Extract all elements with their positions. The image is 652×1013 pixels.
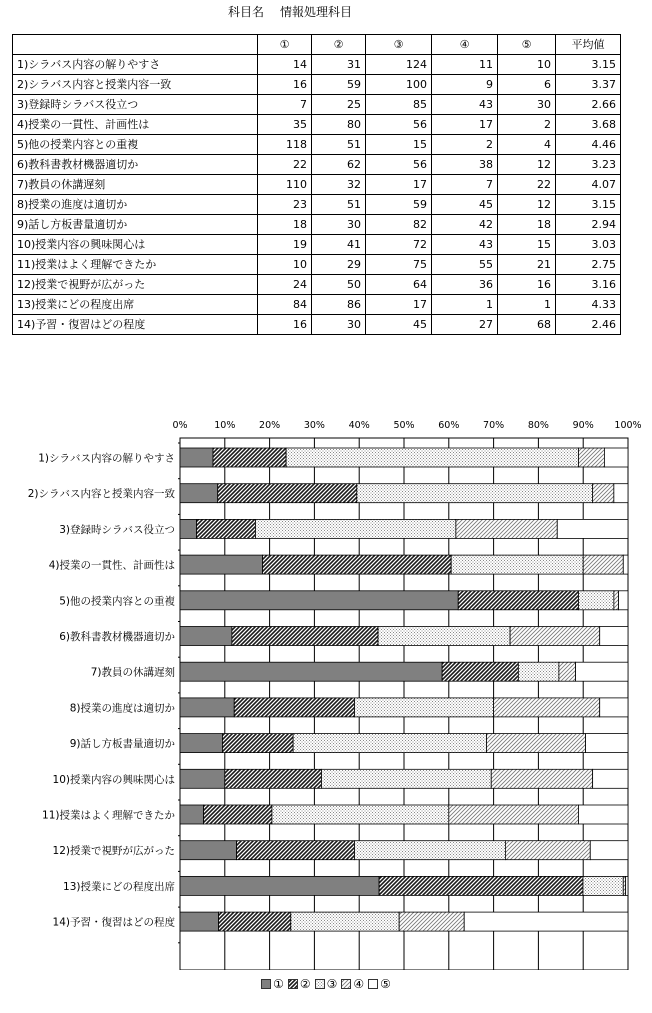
table-cell: 16 bbox=[498, 275, 556, 295]
table-cell: 19 bbox=[258, 235, 312, 255]
table-header-row bbox=[13, 35, 621, 55]
bar-segment-1 bbox=[180, 448, 213, 467]
bar-segment-4 bbox=[399, 912, 464, 931]
x-tick-label: 100% bbox=[614, 420, 642, 431]
legend-swatch bbox=[315, 979, 325, 989]
table-cell: 59 bbox=[312, 75, 366, 95]
table-header-cell bbox=[13, 35, 258, 55]
table-cell: 2.94 bbox=[556, 215, 621, 235]
stacked-bar-chart bbox=[0, 410, 652, 970]
category-label: 4)授業の一貫性、計画性は bbox=[48, 559, 175, 572]
category-label: 13)授業にどの程度出席 bbox=[63, 880, 175, 893]
legend-swatch bbox=[261, 979, 271, 989]
table-cell: 18 bbox=[258, 215, 312, 235]
bar-segment-1 bbox=[180, 484, 218, 503]
table-row bbox=[13, 275, 621, 295]
table-cell: 15 bbox=[498, 235, 556, 255]
table-cell: 6 bbox=[498, 75, 556, 95]
table-cell: 17 bbox=[366, 175, 432, 195]
bar-segment-4 bbox=[487, 734, 586, 753]
table-cell: 2.46 bbox=[556, 315, 621, 335]
table-cell: 56 bbox=[366, 115, 432, 135]
bar-segment-2 bbox=[442, 662, 518, 681]
table-cell: 12 bbox=[498, 155, 556, 175]
table-cell: 14 bbox=[258, 55, 312, 75]
table-cell: 80 bbox=[312, 115, 366, 135]
table-cell: 15 bbox=[366, 135, 432, 155]
table-cell: 4 bbox=[498, 135, 556, 155]
table-row bbox=[13, 215, 621, 235]
table-cell: 36 bbox=[432, 275, 498, 295]
bar-segment-1 bbox=[180, 519, 197, 538]
x-tick-label: 0% bbox=[172, 420, 188, 431]
bar-segment-2 bbox=[197, 519, 256, 538]
bar-segment-2 bbox=[379, 876, 583, 895]
table-row bbox=[13, 315, 621, 335]
table-cell: 75 bbox=[366, 255, 432, 275]
row-label-cell: 5)他の授業内容との重複 bbox=[13, 135, 258, 155]
table-row bbox=[13, 255, 621, 275]
table-cell: 43 bbox=[432, 95, 498, 115]
bar-segment-5 bbox=[604, 448, 628, 467]
bar-segment-4 bbox=[505, 841, 590, 860]
category-label: 3)登録時シラバス役立つ bbox=[59, 523, 175, 536]
bar-segment-1 bbox=[180, 627, 232, 646]
bar-segment-3 bbox=[518, 662, 559, 681]
table-cell: 30 bbox=[312, 215, 366, 235]
table-cell: 43 bbox=[432, 235, 498, 255]
row-label-cell: 10)授業内容の興味関心は bbox=[13, 235, 258, 255]
bar-segment-1 bbox=[180, 841, 237, 860]
table-cell: 55 bbox=[432, 255, 498, 275]
table-cell: 10 bbox=[258, 255, 312, 275]
table-cell: 2.75 bbox=[556, 255, 621, 275]
table-cell: 35 bbox=[258, 115, 312, 135]
table-cell: 3.16 bbox=[556, 275, 621, 295]
legend-item bbox=[368, 977, 391, 991]
category-label: 9)話し方板書量適切か bbox=[69, 738, 175, 751]
subject-label: 科目名 bbox=[228, 5, 265, 19]
table-cell: 41 bbox=[312, 235, 366, 255]
x-tick-label: 90% bbox=[572, 420, 594, 431]
table-cell: 4.46 bbox=[556, 135, 621, 155]
bar-segment-4 bbox=[614, 591, 619, 610]
table-cell: 42 bbox=[432, 215, 498, 235]
table-cell: 84 bbox=[258, 295, 312, 315]
legend-item bbox=[261, 977, 284, 991]
table-cell: 3.15 bbox=[556, 195, 621, 215]
table-row bbox=[13, 235, 621, 255]
bar-segment-4 bbox=[510, 627, 600, 646]
bar-segment-3 bbox=[286, 448, 578, 467]
bar-segment-3 bbox=[354, 698, 493, 717]
x-tick-label: 10% bbox=[214, 420, 236, 431]
table-cell: 72 bbox=[366, 235, 432, 255]
table-row bbox=[13, 155, 621, 175]
bar-segment-1 bbox=[180, 555, 263, 574]
bar-segment-2 bbox=[222, 734, 293, 753]
x-tick-label: 20% bbox=[259, 420, 281, 431]
table-cell: 38 bbox=[432, 155, 498, 175]
row-label-cell: 8)授業の進度は適切か bbox=[13, 195, 258, 215]
bar-segment-4 bbox=[578, 448, 604, 467]
table-cell: 56 bbox=[366, 155, 432, 175]
bar-segment-4 bbox=[593, 484, 614, 503]
bar-segment-5 bbox=[600, 627, 628, 646]
bar-segment-1 bbox=[180, 805, 204, 824]
bar-segment-5 bbox=[590, 841, 628, 860]
bar-segment-4 bbox=[456, 519, 557, 538]
table-cell: 25 bbox=[312, 95, 366, 115]
table-cell: 16 bbox=[258, 315, 312, 335]
legend-label: ④ bbox=[353, 977, 365, 991]
row-label-cell: 7)教員の休講遅刻 bbox=[13, 175, 258, 195]
table-cell: 64 bbox=[366, 275, 432, 295]
table-cell: 68 bbox=[498, 315, 556, 335]
row-label-cell: 11)授業はよく理解できたか bbox=[13, 255, 258, 275]
bar-segment-3 bbox=[291, 912, 399, 931]
table-row bbox=[13, 175, 621, 195]
table-header-cell: 平均値 bbox=[556, 35, 621, 55]
legend-label: ⑤ bbox=[380, 977, 391, 991]
bar-segment-2 bbox=[218, 484, 357, 503]
bar-segment-2 bbox=[458, 591, 578, 610]
table-header-cell: ① bbox=[258, 35, 312, 55]
chart-category-labels bbox=[28, 452, 176, 929]
x-tick-label: 40% bbox=[348, 420, 370, 431]
bar-segment-1 bbox=[180, 591, 458, 610]
table-cell: 7 bbox=[258, 95, 312, 115]
table-cell: 3.03 bbox=[556, 235, 621, 255]
row-label-cell: 2)シラバス内容と授業内容一致 bbox=[13, 75, 258, 95]
table-body bbox=[13, 55, 621, 335]
category-label: 12)授業で視野が広がった bbox=[52, 845, 175, 858]
bar-segment-3 bbox=[293, 734, 486, 753]
table-header-cell: ③ bbox=[366, 35, 432, 55]
table-cell: 21 bbox=[498, 255, 556, 275]
table-row bbox=[13, 195, 621, 215]
bar-segment-2 bbox=[237, 841, 355, 860]
table-cell: 30 bbox=[312, 315, 366, 335]
bar-segment-1 bbox=[180, 769, 225, 788]
bar-segment-5 bbox=[578, 805, 628, 824]
table-cell: 4.07 bbox=[556, 175, 621, 195]
row-label-cell: 3)登録時シラバス役立つ bbox=[13, 95, 258, 115]
table-cell: 118 bbox=[258, 135, 312, 155]
table-cell: 50 bbox=[312, 275, 366, 295]
table-cell: 3.37 bbox=[556, 75, 621, 95]
table-cell: 1 bbox=[432, 295, 498, 315]
bar-segment-3 bbox=[255, 519, 455, 538]
table-cell: 45 bbox=[432, 195, 498, 215]
row-label-cell: 1)シラバス内容の解りやすさ bbox=[13, 55, 258, 75]
x-tick-label: 50% bbox=[393, 420, 415, 431]
category-label: 6)教科書教材機器適切か bbox=[59, 631, 175, 643]
table-cell: 3.15 bbox=[556, 55, 621, 75]
table-cell: 51 bbox=[312, 195, 366, 215]
table-cell: 10 bbox=[498, 55, 556, 75]
x-tick-label: 60% bbox=[438, 420, 460, 431]
x-tick-label: 80% bbox=[527, 420, 549, 431]
bar-segment-5 bbox=[557, 519, 628, 538]
category-label: 5)他の授業内容との重複 bbox=[59, 595, 175, 608]
table-header-cell: ④ bbox=[432, 35, 498, 55]
x-tick-label: 70% bbox=[483, 420, 505, 431]
table-cell: 45 bbox=[366, 315, 432, 335]
table-header-cell: ② bbox=[312, 35, 366, 55]
bar-segment-2 bbox=[204, 805, 272, 824]
bar-segment-4 bbox=[559, 662, 576, 681]
table-row bbox=[13, 55, 621, 75]
table-row bbox=[13, 295, 621, 315]
bar-segment-2 bbox=[219, 912, 291, 931]
table-cell: 86 bbox=[312, 295, 366, 315]
row-label-cell: 6)教科書教材機器適切か bbox=[13, 155, 258, 175]
chart-x-ticks bbox=[172, 420, 641, 431]
table-cell: 23 bbox=[258, 195, 312, 215]
bar-segment-5 bbox=[586, 734, 628, 753]
row-label-cell: 13)授業にどの程度出席 bbox=[13, 295, 258, 315]
bar-segment-2 bbox=[263, 555, 452, 574]
bar-segment-5 bbox=[593, 769, 628, 788]
legend-swatch bbox=[288, 979, 298, 989]
chart-legend bbox=[0, 977, 652, 991]
legend-swatch bbox=[368, 979, 378, 989]
legend-item bbox=[341, 977, 364, 991]
bar-segment-3 bbox=[378, 627, 510, 646]
table-cell: 59 bbox=[366, 195, 432, 215]
bar-segment-1 bbox=[180, 912, 219, 931]
table-cell: 7 bbox=[432, 175, 498, 195]
bar-segment-5 bbox=[623, 555, 628, 574]
table-cell: 16 bbox=[258, 75, 312, 95]
row-label-cell: 12)授業で視野が広がった bbox=[13, 275, 258, 295]
bar-segment-3 bbox=[357, 484, 593, 503]
bar-segment-5 bbox=[600, 698, 628, 717]
category-label: 7)教員の休講遅刻 bbox=[90, 666, 175, 679]
table-cell: 22 bbox=[498, 175, 556, 195]
bar-segment-4 bbox=[494, 698, 600, 717]
x-tick-label: 30% bbox=[303, 420, 325, 431]
table-cell: 2 bbox=[432, 135, 498, 155]
table-cell: 3.68 bbox=[556, 115, 621, 135]
table-cell: 27 bbox=[432, 315, 498, 335]
bar-segment-4 bbox=[583, 555, 623, 574]
legend-item bbox=[315, 977, 338, 991]
table-row bbox=[13, 115, 621, 135]
table-cell: 4.33 bbox=[556, 295, 621, 315]
bar-segment-3 bbox=[578, 591, 613, 610]
row-label-cell: 14)予習・復習はどの程度 bbox=[13, 315, 258, 335]
table-row bbox=[13, 135, 621, 155]
bar-segment-5 bbox=[626, 876, 628, 895]
bar-segment-1 bbox=[180, 662, 442, 681]
subject-name: 情報処理科目 bbox=[280, 5, 353, 19]
category-label: 14)予習・復習はどの程度 bbox=[52, 916, 175, 929]
table-cell: 100 bbox=[366, 75, 432, 95]
bar-segment-3 bbox=[451, 555, 583, 574]
bar-segment-3 bbox=[354, 841, 505, 860]
table-row bbox=[13, 75, 621, 95]
bar-segment-3 bbox=[321, 769, 491, 788]
table-cell: 12 bbox=[498, 195, 556, 215]
table-cell: 51 bbox=[312, 135, 366, 155]
bar-segment-5 bbox=[576, 662, 628, 681]
bar-segment-2 bbox=[232, 627, 378, 646]
bar-segment-3 bbox=[272, 805, 449, 824]
table-cell: 32 bbox=[312, 175, 366, 195]
legend-label: ① bbox=[273, 977, 284, 991]
table-cell: 9 bbox=[432, 75, 498, 95]
bar-segment-4 bbox=[449, 805, 579, 824]
table-cell: 17 bbox=[366, 295, 432, 315]
table-cell: 124 bbox=[366, 55, 432, 75]
legend-item bbox=[288, 977, 311, 991]
bar-segment-1 bbox=[180, 876, 379, 895]
bar-segment-4 bbox=[491, 769, 592, 788]
table-cell: 1 bbox=[498, 295, 556, 315]
table-cell: 2.66 bbox=[556, 95, 621, 115]
bar-segment-1 bbox=[180, 698, 234, 717]
table-cell: 85 bbox=[366, 95, 432, 115]
table-cell: 30 bbox=[498, 95, 556, 115]
table-cell: 17 bbox=[432, 115, 498, 135]
legend-swatch bbox=[341, 979, 351, 989]
row-label-cell: 9)話し方板書量適切か bbox=[13, 215, 258, 235]
bar-segment-1 bbox=[180, 734, 222, 753]
table-cell: 18 bbox=[498, 215, 556, 235]
row-label-cell: 4)授業の一貫性、計画性は bbox=[13, 115, 258, 135]
bar-segment-2 bbox=[234, 698, 354, 717]
table-cell: 3.23 bbox=[556, 155, 621, 175]
table-cell: 29 bbox=[312, 255, 366, 275]
category-label: 11)授業はよく理解できたか bbox=[42, 809, 175, 822]
bar-segment-3 bbox=[583, 876, 623, 895]
category-label: 10)授業内容の興味関心は bbox=[52, 773, 175, 786]
table-cell: 2 bbox=[498, 115, 556, 135]
category-label: 8)授業の進度は適切か bbox=[69, 702, 175, 715]
page-title bbox=[228, 3, 352, 20]
legend-label: ② bbox=[299, 977, 311, 991]
table-cell: 110 bbox=[258, 175, 312, 195]
bar-segment-2 bbox=[213, 448, 286, 467]
legend-label: ③ bbox=[326, 977, 338, 991]
table-cell: 82 bbox=[366, 215, 432, 235]
bar-segment-5 bbox=[464, 912, 628, 931]
table-row bbox=[13, 95, 621, 115]
category-label: 2)シラバス内容と授業内容一致 bbox=[27, 488, 175, 501]
survey-table bbox=[12, 34, 621, 335]
bar-segment-5 bbox=[614, 484, 628, 503]
table-cell: 62 bbox=[312, 155, 366, 175]
table-cell: 24 bbox=[258, 275, 312, 295]
bar-segment-5 bbox=[619, 591, 628, 610]
table-header-cell: ⑤ bbox=[498, 35, 556, 55]
bar-segment-2 bbox=[225, 769, 322, 788]
table-cell: 11 bbox=[432, 55, 498, 75]
category-label: 1)シラバス内容の解りやすさ bbox=[38, 452, 175, 465]
table-cell: 31 bbox=[312, 55, 366, 75]
table-cell: 22 bbox=[258, 155, 312, 175]
